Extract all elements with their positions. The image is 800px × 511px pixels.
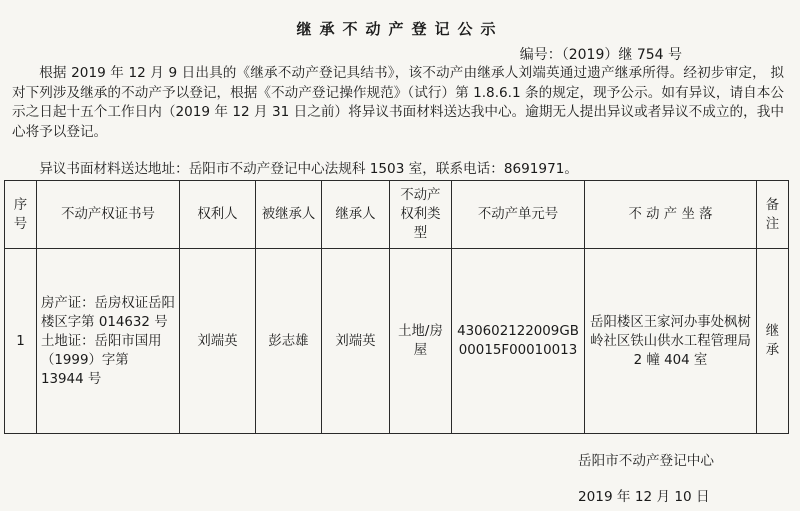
- cell-location: 岳阳楼区王家河办事处枫树岭社区铁山供水工程管理局 2 幢 404 室: [585, 249, 757, 434]
- cell-rights-holder: 刘端英: [180, 249, 256, 434]
- objection-address: 异议书面材料送达地址：岳阳市不动产登记中心法规科 1503 室，联系电话：8691971。: [39, 161, 578, 177]
- header-unit-no: 不动产单元号: [452, 181, 585, 249]
- table-header-row: [5, 181, 789, 249]
- header-remark: 备注: [757, 181, 789, 249]
- header-right-type: 不动产权利类型: [390, 181, 452, 249]
- issue-date: 2019 年 12 月 10 日: [578, 489, 710, 505]
- registration-table: [4, 180, 789, 434]
- header-seq: 序号: [5, 181, 37, 249]
- cell-decedent: 彭志雄: [256, 249, 322, 434]
- header-heir: 继承人: [322, 181, 390, 249]
- cell-unit-no: 430602122009GB00015F00010013: [452, 249, 585, 434]
- header-cert-no: 不动产权证书号: [37, 181, 180, 249]
- table-row: [5, 249, 789, 434]
- header-rights-holder: 权利人: [180, 181, 256, 249]
- cert-house: 房产证：岳房权证岳阳楼区字第 014632 号: [41, 295, 175, 330]
- cell-right-type: 土地/房屋: [390, 249, 452, 434]
- page-title: 继承不动产登记公示: [296, 20, 504, 38]
- cert-land: 土地证：岳阳市国用（1999）字第 13944 号: [41, 333, 162, 387]
- issuing-organization: 岳阳市不动产登记中心: [578, 453, 714, 469]
- header-decedent: 被继承人: [256, 181, 322, 249]
- cell-remark: 继承: [757, 249, 789, 434]
- notice-paragraph: 根据 2019 年 12 月 9 日出具的《继承不动产登记具结书》，该不动产由继承人刘端英通过遗产继承所得。经初步审定， 拟对下列涉及继承的不动产予以登记，根据《不动产登记操作规范》（试行）第 1.8.6.1 条的规定，现予公示。如有异议，请自本公示之日起十五个工作日内（2019 年 12 月 31 日之前）将异议书面材料送达我中心。逾期无人提出异议或者异议不成立的，我中心将予以登记。: [12, 65, 784, 140]
- cell-heir: 刘端英: [322, 249, 390, 434]
- cell-cert-no: [37, 249, 180, 434]
- header-location: 不 动 产 坐 落: [585, 181, 757, 249]
- cell-seq: 1: [5, 249, 37, 434]
- document-number: 编号：（2019）继 754 号: [519, 47, 682, 63]
